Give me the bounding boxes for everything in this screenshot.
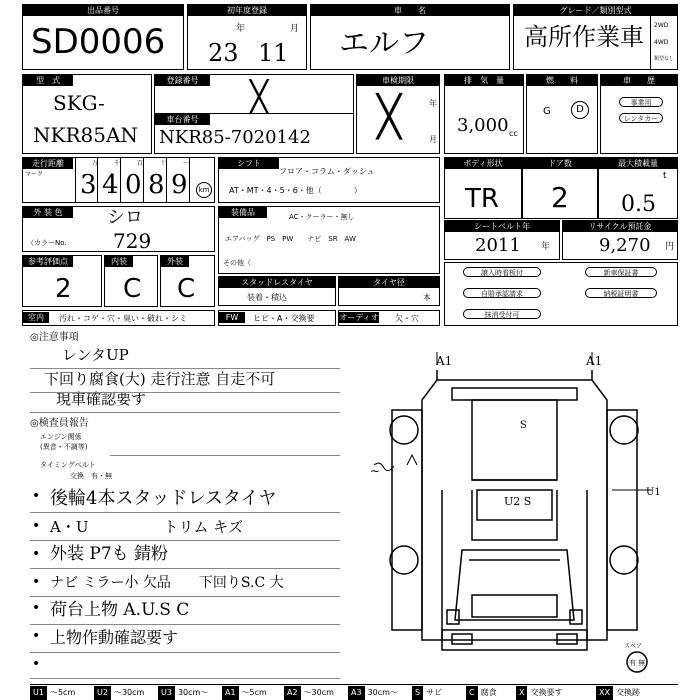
fuel-g: G	[543, 106, 551, 117]
max-load-unit: t	[663, 171, 667, 181]
equipment-label: 装備品	[219, 207, 267, 218]
color-number-label: （カラーNo.	[27, 239, 67, 247]
seatbelt-year: 2011	[475, 235, 521, 256]
timing-belt-options: 交換 有・無	[70, 472, 112, 480]
mileage-box	[22, 157, 215, 203]
max-load: 0.5	[621, 192, 656, 217]
seatbelt-label: シートベルト年	[445, 221, 559, 232]
legend-value: 腐食	[480, 688, 497, 697]
car-name: エルフ	[339, 26, 429, 61]
equipment-options: エアバッグ PS PW ナビ SR AW	[225, 235, 356, 243]
model-type-box	[22, 74, 152, 154]
caution-line: 現車確認要す	[56, 390, 147, 408]
mileage-digit: 8	[148, 170, 165, 200]
shift-box	[218, 157, 440, 203]
legend-item	[466, 686, 500, 700]
exterior-score-box	[160, 255, 215, 307]
audio-label: オーディオ	[339, 313, 379, 322]
tire-unit: 本	[423, 293, 431, 302]
legend-value: 30cm～	[177, 688, 209, 697]
displacement-label: 排 気 量	[445, 75, 523, 86]
legend-key: U1	[30, 686, 47, 700]
a1-right-mark: A1	[586, 354, 603, 368]
legend-item	[596, 686, 643, 700]
report-bullet: •	[32, 518, 41, 534]
audio-box	[338, 310, 440, 326]
history-rental: レンタカー	[619, 113, 663, 123]
caution-line: 下回り腐食(大) 走行注意 自走不可	[44, 370, 276, 388]
mileage-digit: 9	[171, 170, 188, 200]
first-registration-year: 23	[208, 39, 239, 67]
fuel-label: 燃 料	[527, 75, 597, 86]
chassis-number-label: 車台番号	[155, 114, 210, 125]
max-load-box	[598, 157, 678, 219]
displacement-box	[444, 74, 524, 154]
drive-2wd: 2WD	[654, 22, 669, 29]
interior-condition: 汚れ・コゲ・穴・臭い・破れ・シミ	[59, 314, 187, 323]
report-line: 後輪4本スタッドレスタイヤ	[50, 488, 277, 509]
first-registration-label: 初年度登録	[188, 5, 306, 16]
windshield-options: ヒビ・A・交換要	[253, 314, 315, 323]
report-bullet: •	[32, 488, 41, 504]
meter-mark-label: マーク	[25, 171, 44, 178]
mileage-unit: 十	[160, 160, 167, 167]
recycle-unit: 円	[665, 242, 675, 252]
month-unit: 月	[290, 24, 300, 34]
mileage-label: 走行距離	[23, 158, 73, 169]
a1-left-mark: A1	[436, 354, 453, 368]
mileage-digit: 0	[125, 170, 142, 200]
body-shape: TR	[465, 184, 499, 214]
doors-box	[522, 157, 598, 219]
report-line: 上物作動確認要す	[50, 628, 179, 647]
displacement: 3,000	[457, 115, 509, 136]
fuel-d: D	[571, 101, 589, 119]
exterior-score-label: 外装	[161, 256, 189, 267]
mileage-unit: 一	[183, 160, 190, 167]
studless-label: スタッドレスタイヤ	[219, 277, 335, 288]
shift-options-1: フロア・コラム・ダッシュ	[279, 167, 375, 176]
max-load-label: 最大積載量	[599, 158, 677, 169]
report-line: 荷台上物 A.U.S C	[50, 600, 190, 620]
studless-box	[218, 276, 336, 306]
legend-value: サビ	[426, 688, 443, 697]
legend-key: C	[466, 686, 478, 700]
chassis-number: NKR85-7020142	[159, 127, 311, 148]
doc-tax-certificate: 納税証明書	[585, 288, 657, 298]
grade-box	[513, 4, 678, 70]
inspection-year-unit: 年	[429, 99, 437, 108]
engine-sublabel: (異音・不調等)	[40, 443, 88, 451]
inspection-expiry-label: 車検期限	[357, 75, 439, 86]
first-registration-month: 11	[258, 39, 289, 67]
timing-belt-label: タイミングベルト	[40, 461, 96, 469]
legend-key: X	[516, 686, 527, 700]
studless-options: 装着・積込	[247, 293, 287, 302]
registration-box	[154, 74, 354, 154]
report-line: ナビ ミラー小 欠品 下回りS.C 大	[50, 575, 284, 591]
interior-condition-label: 室内	[23, 312, 49, 323]
legend-key: U2	[94, 686, 111, 700]
exterior-color-label: 外 装 色	[23, 207, 73, 218]
inspection-expiry-box	[356, 74, 440, 154]
engine-label: エンジン関係	[40, 433, 82, 441]
km-unit: km	[196, 182, 212, 198]
ref-score: 2	[55, 274, 72, 304]
equipment-other: その他（	[223, 259, 251, 267]
inspector-title: ◎検査員報告	[30, 418, 89, 429]
drive-none: 類型なし	[654, 56, 675, 62]
tire-size-box	[338, 276, 440, 306]
mileage-unit: 千	[114, 160, 121, 167]
mileage-digit: 3	[80, 170, 97, 200]
legend-value: 30cm～	[367, 688, 398, 697]
equipment-box	[218, 206, 440, 274]
report-bullet: •	[32, 574, 41, 590]
legend-key: A1	[222, 686, 239, 700]
report-line: 外装 P7も 錆粉	[50, 544, 169, 564]
legend-item	[516, 686, 565, 700]
legend-value: 交換跡	[615, 688, 640, 697]
shift-options-2: AT・MT・4・5・6・他（ ）	[229, 186, 362, 195]
grade: 高所作業車	[524, 23, 644, 51]
legend-value: ～30cm	[303, 688, 334, 697]
model-type-line2: NKR85AN	[33, 123, 138, 147]
history-label: 車 歴	[601, 75, 677, 86]
ref-score-box	[22, 255, 102, 307]
doors: 2	[551, 181, 569, 214]
exterior-color-box	[22, 206, 215, 252]
doc-deregistration: 抹消受付可	[463, 309, 541, 319]
history-business: 事業用	[619, 97, 663, 107]
mileage-unit: 万	[92, 160, 99, 167]
legend-value: 交換要す	[530, 688, 563, 697]
windshield-box	[218, 310, 336, 326]
n-mark: ∼	[370, 464, 381, 478]
tire-size-label: タイヤ径	[339, 277, 439, 288]
history-box	[600, 74, 678, 154]
legend-key: U3	[158, 686, 175, 700]
lot-number: SD0006	[31, 22, 166, 62]
car-name-label: 車 名	[311, 5, 509, 16]
legend-value: ～5cm	[49, 688, 76, 697]
inspection-mark: ╳	[377, 94, 402, 140]
mileage-digit: 4	[102, 170, 119, 200]
car-name-box	[310, 4, 510, 70]
equipment-ac: AC・クーラー・無し	[289, 213, 355, 221]
legend-item	[30, 686, 78, 700]
legend-item	[412, 686, 445, 700]
report-bullet: •	[32, 546, 41, 562]
caution-title: ◎注意事項	[30, 332, 79, 343]
interior-score-box	[104, 255, 158, 307]
legend-bar	[30, 684, 678, 699]
documents-box	[444, 262, 678, 326]
model-type-line1: SKG-	[53, 91, 105, 115]
s-mark: S	[520, 420, 527, 431]
lot-number-label: 出品番号	[23, 5, 183, 16]
legend-value: ～5cm	[241, 688, 267, 697]
doc-insurance-claim: 自賠承認請求	[463, 288, 541, 298]
doors-label: ドア数	[523, 158, 597, 169]
year-unit: 年	[236, 24, 246, 34]
report-bullet: •	[32, 600, 41, 616]
legend-key: A3	[348, 686, 365, 700]
caution-line: レンタUP	[62, 346, 129, 364]
windshield-label: FW	[219, 312, 245, 323]
legend-item	[348, 686, 401, 700]
recycle-fee: 9,270	[599, 235, 651, 256]
mileage-unit: 百	[137, 160, 144, 167]
color-number: 729	[113, 229, 152, 253]
legend-item	[284, 686, 337, 700]
spare-label: スペア	[624, 643, 643, 650]
fuel-box	[526, 74, 598, 154]
legend-key: XX	[596, 686, 613, 700]
legend-item	[158, 686, 211, 700]
first-registration-box	[187, 4, 307, 70]
exterior-score: C	[177, 274, 196, 304]
report-bullet: •	[32, 628, 41, 644]
u1-mark: U1	[646, 487, 661, 498]
shift-label: シフト	[219, 158, 279, 169]
interior-score: C	[123, 274, 142, 304]
doc-signboard: 譲入時看板付	[463, 267, 541, 277]
lot-number-box	[22, 4, 184, 70]
registration-number-mark: ╳	[250, 80, 269, 115]
ref-score-label: 参考評価点	[23, 256, 73, 267]
recycle-label: リサイクル預託金	[563, 221, 677, 232]
displacement-unit: cc	[509, 129, 518, 138]
legend-value: ～30cm	[113, 688, 145, 697]
legend-key: A2	[284, 686, 301, 700]
mileage-digits	[75, 158, 193, 202]
report-line: A・U トリム キズ	[50, 518, 243, 536]
legend-item	[94, 686, 147, 700]
seatbelt-box	[444, 220, 560, 260]
doc-new-car-warranty: 新車保証書	[585, 267, 657, 277]
interior-score-label: 内装	[105, 256, 133, 267]
interior-condition-box	[22, 310, 215, 326]
audio-options: 欠・穴	[395, 314, 419, 323]
seatbelt-year-unit: 年	[541, 242, 551, 252]
grade-label: グレード／類別型式	[514, 5, 677, 16]
model-type-label: 型 式	[23, 75, 73, 86]
legend-key: S	[412, 686, 423, 700]
vehicle-damage-diagram	[352, 340, 678, 680]
registration-number-label: 登録番号	[155, 75, 210, 86]
exterior-color: シロ	[107, 207, 143, 228]
drive-4wd: 4WD	[654, 39, 669, 46]
inspection-month-unit: 月	[429, 135, 437, 144]
spare-options: 有 無	[629, 659, 646, 667]
u2s-mark: U2 S	[504, 495, 532, 508]
legend-item	[222, 686, 270, 700]
body-shape-label: ボディ形状	[445, 158, 521, 169]
body-shape-box	[444, 157, 522, 219]
recycle-box	[562, 220, 678, 260]
report-bullet: •	[32, 656, 41, 672]
